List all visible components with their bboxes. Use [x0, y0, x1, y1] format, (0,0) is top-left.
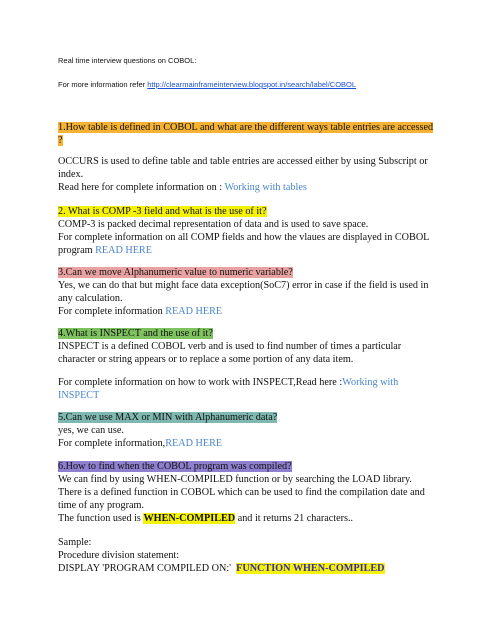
q2-question	[58, 205, 438, 218]
q6-display-line	[58, 562, 438, 575]
q1-read-prefix: Read here for complete information on :	[58, 182, 225, 193]
q6-function-line	[58, 512, 438, 525]
q4-read-link-part1[interactable]: Working with	[342, 377, 399, 388]
q2-program-prefix: program	[58, 245, 96, 256]
q4-read-link-part2[interactable]: INSPECT	[58, 390, 100, 401]
q4-answer-line2: character or string appears or to replace a some portion of any data item.	[58, 354, 354, 365]
intro-more-info	[58, 80, 438, 90]
blog-link[interactable]: http://clearmainframeinterview.blogspot.in/search/label/COBOL	[147, 80, 357, 89]
q1-answer-line2: index.	[58, 169, 84, 180]
q3-info-prefix: For complete information	[58, 306, 166, 317]
q6-question	[58, 460, 438, 473]
q4-info-line-cont	[58, 389, 438, 402]
q4-answer-line1: INSPECT is a defined COBOL verb and is used to find number of times a particular	[58, 341, 402, 352]
q6-question-text: 6.How to find when the COBOL program was compiled?	[58, 461, 292, 472]
q2-question-text: 2. What is COMP -3 field and what is the use of it?	[58, 206, 267, 217]
q2-answer-line2: For complete information on all COMP fields and how the vlaues are displayed in COBOL	[58, 232, 430, 243]
intro-title: Real time interview questions on COBOL:	[58, 56, 197, 65]
q6-answer-line3: time of any program.	[58, 500, 145, 511]
q3-answer-line1: Yes, we can do that but might face data exception(SoC7) error in case if the field is used in	[58, 280, 429, 291]
q1-question-cont	[58, 134, 438, 147]
q4-info-prefix: For complete information on how to work with INSPECT,Read here :	[58, 377, 343, 388]
q1-question-line1: 1.How table is defined in COBOL and what are the different ways table entries are accessed	[58, 122, 434, 133]
q6-procedure-label: Procedure division statement:	[58, 550, 180, 561]
intro-more-info-prefix: For more information refer	[58, 80, 148, 89]
q1-answer-line1: OCCURS is used to define table and table entries are accessed either by using Subscript or	[58, 156, 428, 167]
q6-function-prefix: The function used is	[58, 513, 144, 524]
q5-question	[58, 411, 438, 424]
q6-answer-line1: We can find by using WHEN-COMPILED function or by searching the LOAD library.	[58, 474, 412, 485]
q6-function-name: WHEN-COMPILED	[143, 513, 236, 524]
q5-info-line	[58, 437, 438, 450]
q4-info-line	[58, 376, 438, 389]
q6-display-prefix: DISPLAY 'PROGRAM COMPILED ON:'	[58, 563, 237, 574]
q5-answer-line1: yes, we can use.	[58, 425, 124, 436]
q2-answer-line1: COMP-3 is packed decimal representation of data and is used to save space.	[58, 219, 369, 230]
q5-info-prefix: For complete information,	[58, 438, 166, 449]
q5-question-text: 5.Can we use MAX or MIN with Alphanumeric data?	[58, 412, 278, 423]
q6-answer-line2: There is a defined function in COBOL which can be used to find the compilation date and	[58, 487, 425, 498]
q4-question-text: 4.What is INSPECT and the use of it?	[58, 328, 213, 339]
q3-answer-line2: any calculation.	[58, 293, 123, 304]
q3-question	[58, 266, 438, 279]
q6-function-suffix: and it returns 21 characters..	[235, 513, 354, 524]
q3-question-text: 3.Can we move Alphanumeric value to numeric variable?	[58, 267, 293, 278]
q2-read-link[interactable]: READ HERE	[95, 245, 152, 256]
q2-program-line	[58, 244, 438, 257]
q6-display-function: FUNCTION WHEN-COMPILED	[236, 563, 385, 574]
q6-sample-label: Sample:	[58, 537, 92, 548]
q3-info-line	[58, 305, 438, 318]
q1-read-more	[58, 181, 438, 194]
q3-read-link[interactable]: READ HERE	[165, 306, 223, 317]
q4-question	[58, 327, 438, 340]
q5-read-link[interactable]: READ HERE	[165, 438, 223, 449]
q1-question	[58, 121, 438, 134]
q1-question-line2: ?	[58, 135, 63, 146]
q1-read-link[interactable]: Working with tables	[224, 182, 307, 193]
